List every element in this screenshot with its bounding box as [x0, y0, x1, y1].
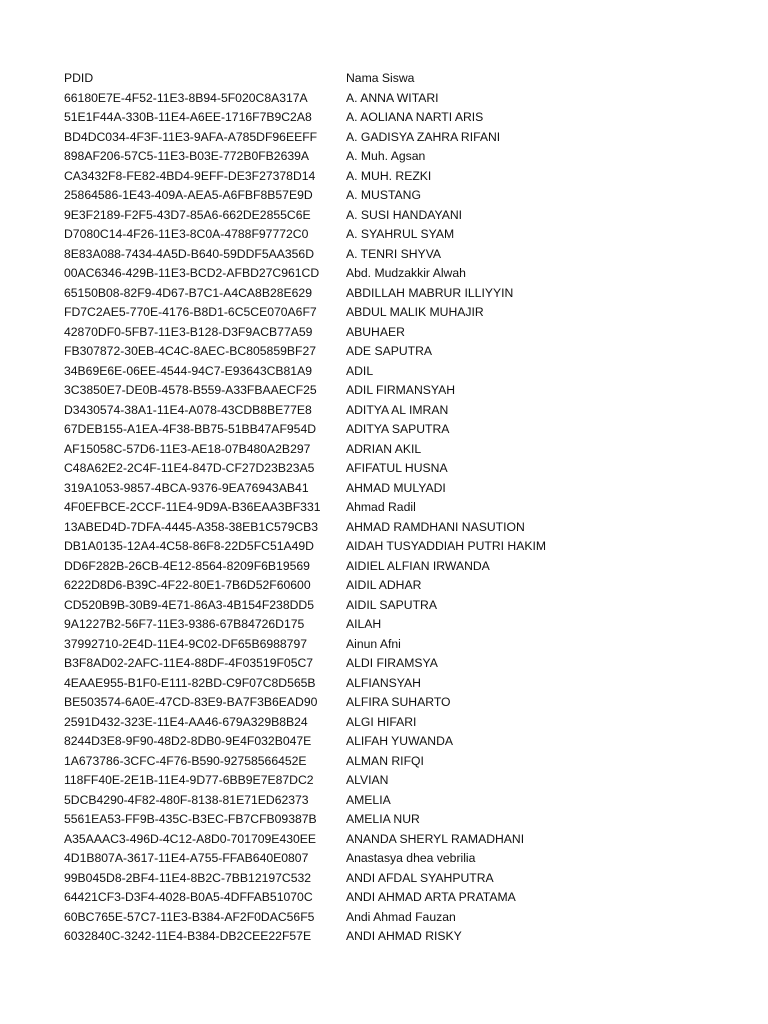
cell-name: AIDIL ADHAR	[346, 578, 422, 592]
cell-pdid: 5DCB4290-4F82-480F-8138-81E71ED62373	[64, 792, 309, 807]
cell-name: ADRIAN AKIL	[346, 441, 422, 456]
cell-name: ADIL	[346, 363, 374, 378]
cell-name: AFIFATUL HUSNA	[346, 461, 448, 475]
cell-name: ABUHAER	[346, 324, 405, 339]
cell-pdid: 1A673786-3CFC-4F76-B590-92758566452E	[64, 753, 307, 768]
cell-pdid: DD6F282B-26CB-4E12-8564-8209F6B19569	[64, 558, 310, 573]
cell-pdid: 5561EA53-FF9B-435C-B3EC-FB7CFB09387B	[64, 812, 317, 826]
cell-pdid: 37992710-2E4D-11E4-9C02-DF65B6988797	[64, 636, 308, 651]
table-row	[64, 303, 724, 323]
cell-pdid: 2591D432-323E-11E4-AA46-679A329B8B24	[64, 714, 308, 729]
table-row	[64, 927, 724, 947]
cell-pdid: 3C3850E7-DE0B-4578-B559-A33FBAAECF25	[64, 383, 317, 397]
cell-name: A. SUSI HANDAYANI	[346, 207, 463, 222]
cell-name: AILAH	[346, 617, 382, 631]
cell-pdid: BE503574-6A0E-47CD-83E9-BA7F3B6EAD90	[64, 695, 318, 709]
table-row	[64, 206, 724, 226]
table-row	[64, 147, 724, 167]
table-header	[64, 69, 724, 89]
cell-pdid: 42870DF0-5FB7-11E3-B128-D3F9ACB77A59	[64, 324, 313, 339]
table-row	[64, 284, 724, 304]
cell-pdid: BD4DC034-4F3F-11E3-9AFA-A785DF96EEFF	[64, 129, 318, 144]
table-row	[64, 576, 724, 596]
table-row	[64, 674, 724, 694]
table-row	[64, 810, 724, 830]
table-row	[64, 128, 724, 148]
table-row	[64, 869, 724, 889]
cell-name: Ainun Afni	[346, 636, 401, 651]
cell-pdid: 00AC6346-429B-11E3-BCD2-AFBD27C961CD	[64, 266, 320, 280]
table-row	[64, 225, 724, 245]
table-row	[64, 518, 724, 538]
cell-pdid: 8244D3E8-9F90-48D2-8DB0-9E4F032B047E	[64, 734, 312, 748]
cell-name: Abd. Mudzakkir Alwah	[346, 266, 466, 280]
table-row	[64, 186, 724, 206]
cell-name: ALFIANSYAH	[346, 675, 421, 690]
cell-name: AIDIEL ALFIAN IRWANDA	[346, 558, 490, 573]
table-row	[64, 245, 724, 265]
table-row	[64, 323, 724, 343]
cell-name: AMELIA NUR	[346, 812, 420, 826]
table-row	[64, 342, 724, 362]
cell-name: ABDILLAH MABRUR ILLIYYIN	[346, 285, 514, 300]
table-row	[64, 401, 724, 421]
cell-name: ADITYA AL IMRAN	[346, 402, 449, 417]
cell-name: Andi Ahmad Fauzan	[346, 909, 456, 924]
table-row	[64, 167, 724, 187]
cell-name: AHMAD RAMDHANI NASUTION	[346, 519, 525, 534]
cell-pdid: 118FF40E-2E1B-11E4-9D77-6BB9E7E87DC2	[64, 773, 314, 787]
cell-name: Ahmad Radil	[346, 500, 416, 514]
cell-pdid: 13ABED4D-7DFA-4445-A358-38EB1C579CB3	[64, 519, 319, 534]
cell-pdid: 8E83A088-7434-4A5D-B640-59DDF5AA356D	[64, 246, 314, 261]
cell-pdid: 64421CF3-D3F4-4028-B0A5-4DFFAB51070C	[64, 890, 313, 904]
table-row	[64, 888, 724, 908]
cell-name: ANDI AHMAD RISKY	[346, 929, 462, 943]
table-row	[64, 771, 724, 791]
cell-pdid: 9E3F2189-F2F5-43D7-85A6-662DE2855C6E	[64, 207, 311, 222]
cell-name: ANANDA SHERYL RAMADHANI	[346, 831, 525, 846]
cell-pdid: 65150B08-82F9-4D67-B7C1-A4CA8B28E629	[64, 285, 312, 300]
table-body	[64, 89, 724, 947]
cell-pdid: D3430574-38A1-11E4-A078-43CDB8BE77E8	[64, 402, 312, 417]
cell-pdid: 319A1053-9857-4BCA-9376-9EA76943AB41	[64, 480, 309, 495]
cell-name: ALFIRA SUHARTO	[346, 695, 451, 709]
cell-name: ALIFAH YUWANDA	[346, 734, 454, 748]
cell-name: A. MUSTANG	[346, 188, 421, 202]
cell-name: A. ANNA WITARI	[346, 90, 439, 105]
cell-name: A. SYAHRUL SYAM	[346, 227, 455, 241]
cell-name: ALDI FIRAMSYA	[346, 656, 438, 670]
cell-name: Anastasya dhea vebrilia	[346, 851, 476, 865]
cell-pdid: 60BC765E-57C7-11E3-B384-AF2F0DAC56F5	[64, 909, 315, 924]
table-row	[64, 381, 724, 401]
cell-pdid: 51E1F44A-330B-11E4-A6EE-1716F7B9C2A8	[64, 110, 312, 124]
table-row	[64, 791, 724, 811]
cell-name: ADITYA SAPUTRA	[346, 422, 450, 436]
cell-name: A. Muh. Agsan	[346, 149, 426, 163]
cell-name: AHMAD MULYADI	[346, 480, 446, 495]
cell-pdid: 4EAAE955-B1F0-E111-82BD-C9F07C8D565B	[64, 675, 316, 690]
cell-name: A. AOLIANA NARTI ARIS	[346, 110, 484, 124]
cell-name: AIDIL SAPUTRA	[346, 597, 437, 612]
cell-pdid: 66180E7E-4F52-11E3-8B94-5F020C8A317A	[64, 90, 308, 105]
cell-name: ALGI HIFARI	[346, 714, 417, 729]
table-row	[64, 615, 724, 635]
table-row	[64, 264, 724, 284]
cell-name: ADE SAPUTRA	[346, 344, 433, 358]
cell-pdid: CA3432F8-FE82-4BD4-9EFF-DE3F27378D14	[64, 168, 316, 183]
cell-name: ANDI AHMAD ARTA PRATAMA	[346, 890, 516, 904]
table-row	[64, 654, 724, 674]
cell-pdid: 9A1227B2-56F7-11E3-9386-67B84726D175	[64, 617, 305, 631]
cell-name: A. GADISYA ZAHRA RIFANI	[346, 129, 501, 144]
table-row	[64, 108, 724, 128]
table-row	[64, 537, 724, 557]
table-row	[64, 830, 724, 850]
table-row	[64, 557, 724, 577]
table-row	[64, 459, 724, 479]
cell-pdid: DB1A0135-12A4-4C58-86F8-22D5FC51A49D	[64, 539, 314, 553]
cell-name: AIDAH TUSYADDIAH PUTRI HAKIM	[346, 539, 546, 553]
cell-pdid: B3F8AD02-2AFC-11E4-88DF-4F03519F05C7	[64, 656, 314, 670]
table-row	[64, 713, 724, 733]
cell-pdid: 898AF206-57C5-11E3-B03E-772B0FB2639A	[64, 149, 310, 163]
table-row	[64, 596, 724, 616]
table-row	[64, 498, 724, 518]
table-row	[64, 752, 724, 772]
table-row	[64, 440, 724, 460]
table-row	[64, 693, 724, 713]
cell-pdid: 6032840C-3242-11E4-B384-DB2CEE22F57E	[64, 929, 312, 943]
table-row	[64, 849, 724, 869]
cell-pdid: 4F0EFBCE-2CCF-11E4-9D9A-B36EAA3BF331	[64, 500, 321, 514]
cell-pdid: A35AAAC3-496D-4C12-A8D0-701709E430EE	[64, 831, 317, 846]
cell-pdid: 6222D8D6-B39C-4F22-80E1-7B6D52F60600	[64, 578, 311, 592]
table-row	[64, 362, 724, 382]
cell-name: ANDI AFDAL SYAHPUTRA	[346, 870, 494, 885]
cell-pdid: CD520B9B-30B9-4E71-86A3-4B154F238DD5	[64, 597, 314, 612]
cell-pdid: 25864586-1E43-409A-AEA5-A6FBF8B57E9D	[64, 188, 313, 202]
student-table	[64, 69, 724, 947]
cell-pdid: C48A62E2-2C4F-11E4-847D-CF27D23B23A5	[64, 461, 315, 475]
cell-pdid: FB307872-30EB-4C4C-8AEC-BC805859BF27	[64, 344, 317, 358]
cell-name: ALVIAN	[346, 773, 389, 787]
cell-pdid: FD7C2AE5-770E-4176-B8D1-6C5CE070A6F7	[64, 305, 317, 319]
header-name: Nama Siswa	[346, 71, 415, 85]
cell-name: AMELIA	[346, 792, 391, 807]
header-pdid: PDID	[64, 71, 94, 85]
cell-pdid: D7080C14-4F26-11E3-8C0A-4788F97772C0	[64, 227, 309, 241]
cell-name: A. MUH. REZKI	[346, 168, 432, 183]
table-row	[64, 479, 724, 499]
table-row	[64, 420, 724, 440]
table-row	[64, 89, 724, 109]
cell-name: A. TENRI SHYVA	[346, 246, 442, 261]
table-row	[64, 908, 724, 928]
cell-name: ALMAN RIFQI	[346, 753, 424, 768]
cell-pdid: 34B69E6E-06EE-4544-94C7-E93643CB81A9	[64, 363, 312, 378]
cell-pdid: 4D1B807A-3617-11E4-A755-FFAB640E0807	[64, 851, 309, 865]
cell-pdid: 67DEB155-A1EA-4F38-BB75-51BB47AF954D	[64, 422, 317, 436]
table-row	[64, 635, 724, 655]
cell-pdid: 99B045D8-2BF4-11E4-8B2C-7BB12197C532	[64, 870, 312, 885]
cell-pdid: AF15058C-57D6-11E3-AE18-07B480A2B297	[64, 441, 311, 456]
cell-name: ADIL FIRMANSYAH	[346, 383, 456, 397]
cell-name: ABDUL MALIK MUHAJIR	[346, 305, 484, 319]
table-row	[64, 732, 724, 752]
